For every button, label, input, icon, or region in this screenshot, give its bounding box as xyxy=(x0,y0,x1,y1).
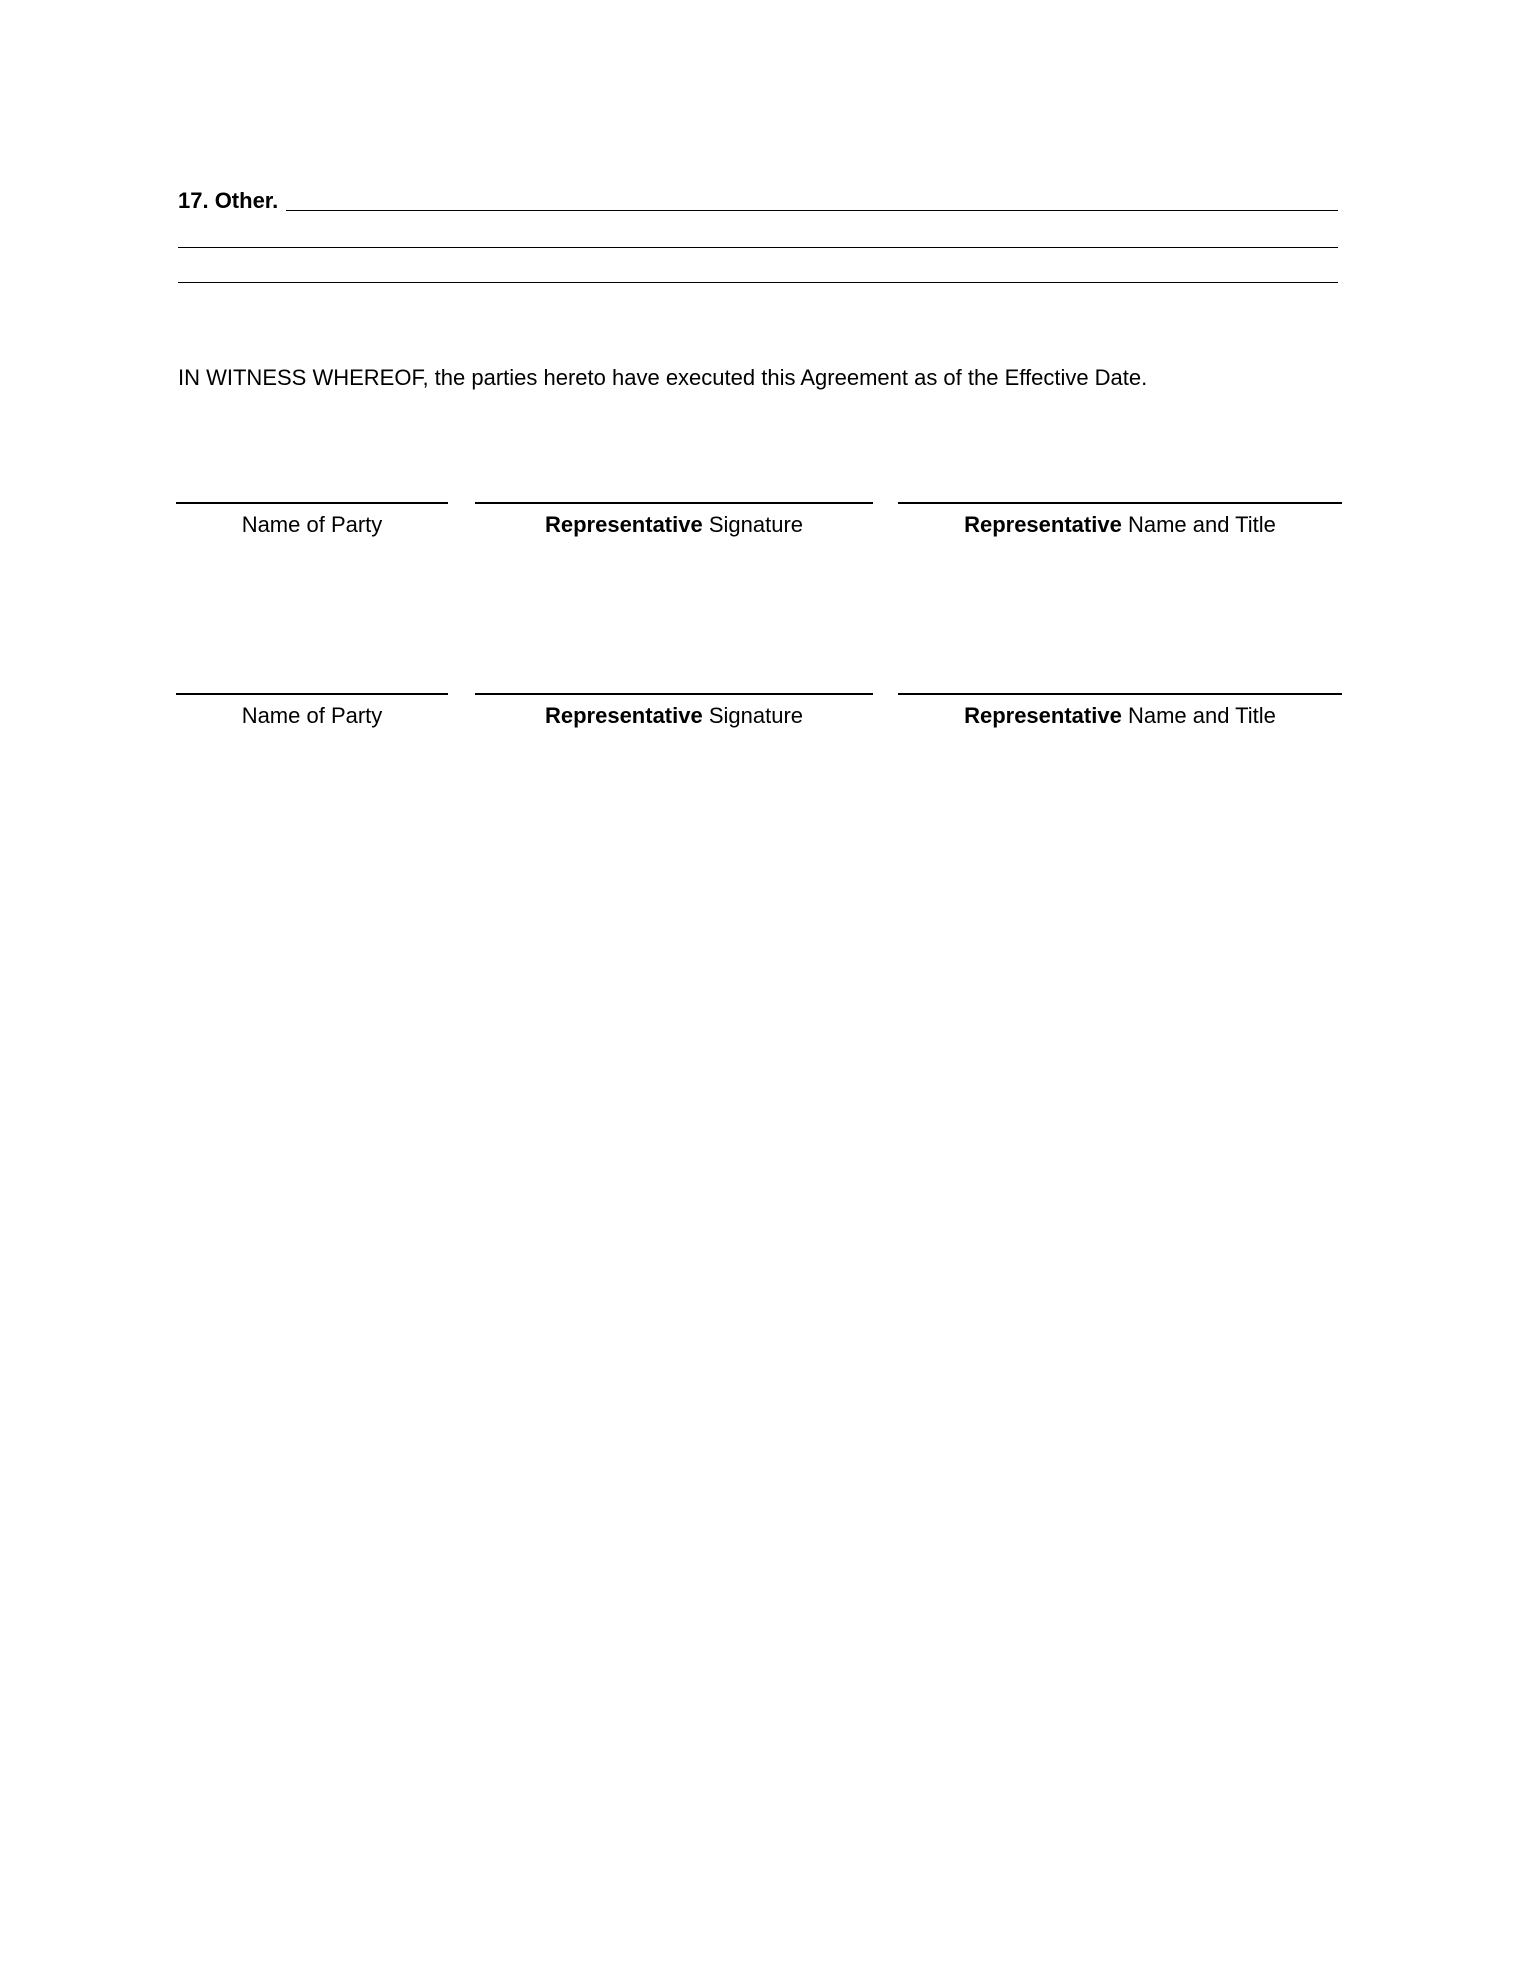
party-name-line[interactable] xyxy=(176,502,448,544)
party-name-label: Name of Party xyxy=(241,512,383,537)
section-17-other xyxy=(178,178,1338,283)
signature-text: Signature xyxy=(702,512,804,537)
signature-block-2 xyxy=(0,693,1530,743)
section-17-fill-line-3[interactable] xyxy=(178,282,1338,283)
signature-block-1 xyxy=(0,502,1530,552)
representative-bold-text: Representative xyxy=(964,512,1122,537)
name-and-title-text: Name and Title xyxy=(1121,512,1276,537)
representative-bold-text: Representative xyxy=(544,512,703,537)
representative-name-title-label xyxy=(898,703,1342,729)
representative-signature-line[interactable] xyxy=(475,693,873,735)
representative-bold-text: Representative xyxy=(964,703,1122,728)
name-and-title-text: Name and Title xyxy=(1121,703,1276,728)
representative-signature-label xyxy=(475,703,873,729)
representative-signature-label xyxy=(475,512,873,538)
representative-name-title-line[interactable] xyxy=(898,693,1342,735)
section-17-fill-line-1[interactable] xyxy=(286,210,1338,211)
section-17-fill-line-2[interactable] xyxy=(178,247,1338,248)
representative-bold-text: Representative xyxy=(544,703,703,728)
party-name-line[interactable] xyxy=(176,693,448,735)
signature-text: Signature xyxy=(702,703,804,728)
section-17-heading: 17. Other. xyxy=(178,188,279,213)
representative-signature-line[interactable] xyxy=(475,502,873,544)
witness-clause: IN WITNESS WHEREOF, the parties hereto have executed this Agreement as of the Effective Date. xyxy=(178,365,1148,390)
section-17-heading-row xyxy=(178,178,1338,214)
party-name-label: Name of Party xyxy=(241,703,383,728)
representative-name-title-line[interactable] xyxy=(898,502,1342,544)
representative-name-title-label xyxy=(898,512,1342,538)
